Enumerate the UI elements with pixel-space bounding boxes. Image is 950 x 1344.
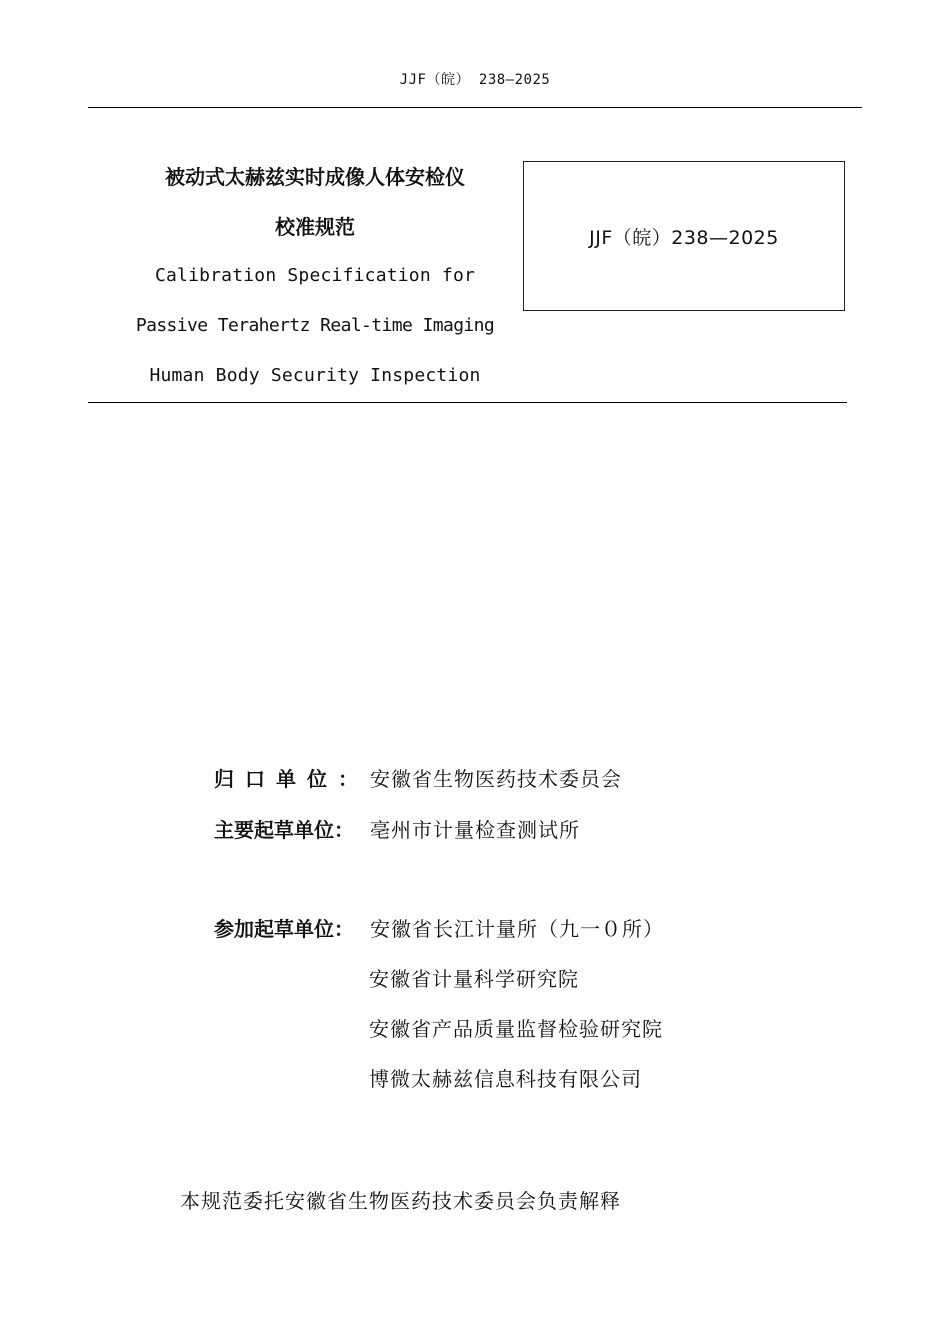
- participating-drafter-value-1: 安徽省长江计量所（九一０所）: [370, 917, 664, 941]
- title-en-line3: Human Body Security Inspection: [149, 365, 481, 386]
- title-divider: [88, 402, 847, 403]
- main-drafter-value: 亳州市计量检查测试所: [370, 818, 580, 842]
- title-cn-line1: 被动式太赫兹实时成像人体安检仪: [165, 165, 465, 189]
- main-drafter-label: 主要起草单位：: [214, 818, 354, 842]
- standard-code-box: [523, 161, 845, 311]
- title-en-line2: Passive Terahertz Real-time Imaging: [135, 315, 495, 336]
- participating-drafter-value-2: 安徽省计量科学研究院: [369, 967, 579, 991]
- responsible-unit-value: 安徽省生物医药技术委员会: [370, 767, 622, 791]
- standard-code: JJF（皖）238—2025: [589, 226, 779, 249]
- header-standard-code: JJF（皖） 238—2025: [399, 72, 551, 88]
- participating-drafter-value-4: 博微太赫兹信息科技有限公司: [369, 1067, 642, 1091]
- participating-drafter-value-3: 安徽省产品质量监督检验研究院: [369, 1017, 663, 1041]
- header-divider: [88, 107, 862, 108]
- title-cn-line2: 校准规范: [275, 215, 355, 239]
- responsible-unit-label: 归口单位：: [214, 767, 369, 791]
- participating-drafter-row: [214, 913, 664, 942]
- main-drafter-row: [214, 814, 580, 843]
- title-en-line1: Calibration Specification for: [154, 265, 476, 286]
- participating-drafter-label: 参加起草单位：: [214, 917, 354, 941]
- interpretation-note: 本规范委托安徽省生物医药技术委员会负责解释: [180, 1189, 621, 1213]
- responsible-unit-row: [214, 763, 622, 792]
- title-block: [100, 160, 530, 410]
